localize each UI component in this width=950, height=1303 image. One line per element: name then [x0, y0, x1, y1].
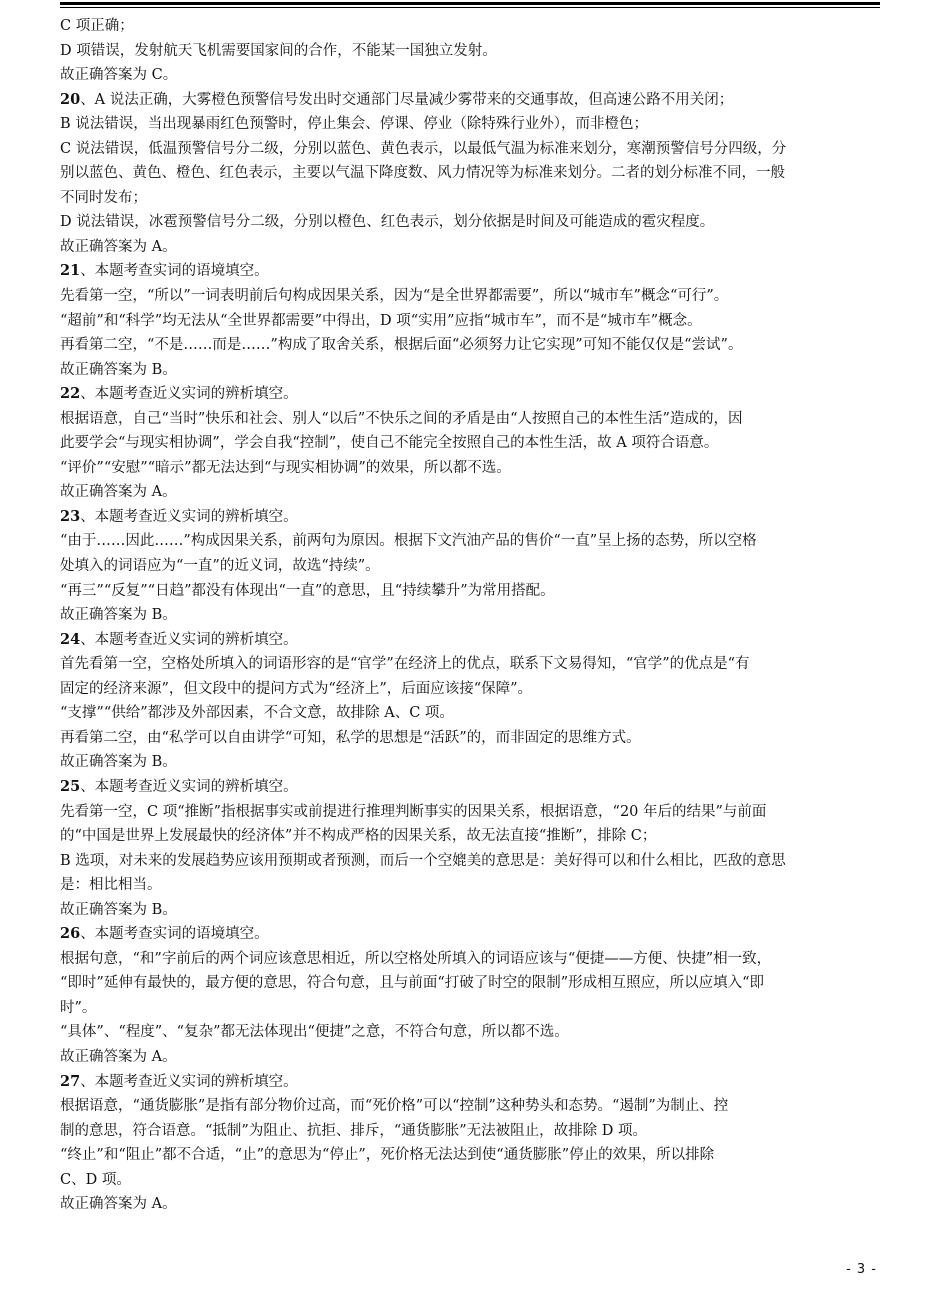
text-line [60, 1020, 890, 1045]
line-text: C 项正确； [60, 18, 134, 34]
line-text: 故正确答案为 C。 [60, 67, 178, 84]
text-line [60, 726, 890, 751]
line-text: 故正确答案为 B。 [60, 754, 177, 771]
line-text: “终止”和“阻止”都不合适，“止”的意思为“停止”，死价格无法达到使“通货膨胀”停止的效果，所以排除 [60, 1147, 715, 1164]
line-text: 、本题考查近义实词的辨析填空。 [80, 508, 298, 525]
text-line [60, 210, 890, 235]
line-text: C 说法错误，低温预警信号分二级，分别以蓝色、黄色表示，以最低气温为标准来划分，寒潮预警信号分四级，分 [60, 140, 787, 157]
line-text: 是：相比相当。 [60, 877, 162, 894]
line-text: 、本题考查近义实词的辨析填空。 [80, 778, 298, 795]
line-text: 处填入的词语应为“一直”的近义词，故选“持续”。 [60, 558, 380, 575]
line-text: 、本题考查近义实词的辨析填空。 [80, 631, 298, 648]
line-text: 故正确答案为 A。 [60, 484, 177, 501]
text-line [60, 971, 890, 996]
header-rule-thick [60, 2, 880, 5]
line-text: “再三”“反复”“日趋”都没有体现出“一直”的意思，且“持续攀升”为常用搭配。 [60, 582, 555, 599]
text-line [60, 947, 890, 972]
text-line [60, 235, 890, 260]
question-number: 22 [60, 385, 81, 403]
line-text: D 说法错误，冰雹预警信号分二级，分别以橙色、红色表示，划分依据是时间及可能造成的雹灾程度。 [60, 214, 715, 231]
text-line [60, 1119, 890, 1144]
text-line [60, 14, 890, 39]
line-text: 首先看第一空，空格处所填入的词语形容的是“官学”在经济上的优点，联系下文易得知，“官学”的优点是“有 [60, 656, 750, 673]
line-text: “评价”“安慰”“暗示”都无法达到“与现实相协调”的效果，所以都不选。 [60, 459, 511, 476]
text-line [60, 88, 890, 113]
line-text: 、本题考查实词的语境填空。 [80, 263, 269, 280]
line-text: 根据句意，“和”字前后的两个词应该意思相近，所以空格处所填入的词语应该与“便捷——方便、快捷”相一致， [60, 950, 772, 967]
text-line [60, 284, 890, 309]
text-line [60, 873, 890, 898]
line-text: 制的意思，符合语意。“抵制”为阻止、抗拒、排斥，“通货膨胀”无法被阻止，故排除 D 项。 [60, 1122, 647, 1139]
question-number: 26 [60, 925, 81, 943]
page-number: - 3 - [846, 1262, 877, 1277]
text-line [60, 849, 890, 874]
text-line [60, 1094, 890, 1119]
text-line [60, 1070, 890, 1095]
text-line [60, 775, 890, 800]
line-text: 别以蓝色、黄色、橙色、红色表示，主要以气温下降度数、风力情况等为标准来划分。二者的划分标准不同，一般 [60, 165, 785, 182]
line-text: 时”。 [60, 999, 97, 1016]
text-line [60, 112, 890, 137]
line-text: 先看第一空，“所以”一词表明前后句构成因果关系，因为“是全世界都需要”，所以“城市车”概念“可行”。 [60, 288, 729, 305]
line-text: 再看第二空，由“私学可以自由讲学“可知，私学的思想是“活跃”的，而非固定的思维方式。 [60, 729, 641, 746]
line-text: 、A 说法正确，大雾橙色预警信号发出时交通部门尽量减少雾带来的交通事故，但高速公路不用关闭； [80, 91, 734, 108]
text-line [60, 358, 890, 383]
question-number: 25 [60, 777, 81, 795]
line-text: 故正确答案为 B。 [60, 607, 177, 624]
line-text: 根据语意，自己“当时”快乐和社会、别人“以后”不快乐之间的矛盾是由“人按照自己的本性生活”造成的，因 [60, 410, 743, 427]
line-text: 故正确答案为 B。 [60, 901, 177, 918]
line-text: 故正确答案为 A。 [60, 1048, 177, 1065]
text-line [60, 480, 890, 505]
question-number: 20 [60, 90, 81, 108]
line-text: 的“中国是世界上发展最快的经济体”并不构成严格的因果关系，故无法直接“推断”，排除 C； [60, 828, 657, 845]
line-text: C、D 项。 [60, 1171, 131, 1188]
text-line [60, 505, 890, 530]
line-text: 先看第一空，C 项“推断”指根据事实或前提进行推理判断事实的因果关系，根据语意，“20 年后的结果”与前面 [60, 803, 767, 820]
text-line [60, 63, 890, 88]
text-line [60, 259, 890, 284]
question-number: 21 [60, 262, 81, 280]
line-text: 故正确答案为 A。 [60, 1196, 177, 1213]
line-text: 此要学会“与现实相协调”，学会自我“控制”，使自己不能完全按照自己的本性生活，故 A 项符合语意。 [60, 435, 719, 452]
line-text: 根据语意，“通货膨胀”是指有部分物价过高，而“死价格”可以“控制”这种势头和态势。“遏制”为制止、控 [60, 1098, 729, 1115]
text-line [60, 407, 890, 432]
text-line [60, 800, 890, 825]
text-line [60, 579, 890, 604]
text-line [60, 431, 890, 456]
line-text: “由于……因此……”构成因果关系，前两句为原因。根据下文汽油产品的售价“一直”呈上扬的态势，所以空格 [60, 533, 757, 550]
text-line [60, 456, 890, 481]
text-line [60, 186, 890, 211]
text-line [60, 137, 890, 162]
line-text: 再看第二空，“不是……而是……”构成了取舍关系，根据后面“必须努力让它实现”可知不能仅仅是“尝试”。 [60, 337, 743, 354]
text-line [60, 309, 890, 334]
line-text: 故正确答案为 A。 [60, 238, 177, 255]
text-line [60, 554, 890, 579]
text-line [60, 603, 890, 628]
line-text: 固定的经济来源”，但文段中的提问方式为“经济上”，后面应该接“保障”。 [60, 680, 533, 697]
line-text: 、本题考查近义实词的辨析填空。 [80, 1073, 298, 1090]
text-line [60, 750, 890, 775]
line-text: 、本题考查近义实词的辨析填空。 [80, 386, 298, 403]
line-text: 、本题考查实词的语境填空。 [80, 926, 269, 943]
line-text: “即时”延伸有最快的，最方便的意思，符合句意，且与前面“打破了时空的限制”形成相互照应，所以应填入“即 [60, 975, 765, 992]
line-text: “具体”、“程度”、“复杂”都无法体现出“便捷”之意，不符合句意，所以都不选。 [60, 1024, 569, 1041]
text-line [60, 529, 890, 554]
text-line [60, 996, 890, 1021]
text-line [60, 1168, 890, 1193]
text-line [60, 1192, 890, 1217]
text-line [60, 652, 890, 677]
text-line [60, 39, 890, 64]
text-line [60, 922, 890, 947]
line-text: “超前”和“科学”均无法从“全世界都需要”中得出，D 项“实用”应指“城市车”，而不是“城市车”概念。 [60, 312, 702, 329]
text-line [60, 1045, 890, 1070]
text-line [60, 677, 890, 702]
text-line [60, 701, 890, 726]
line-text: 不同时发布； [60, 189, 147, 206]
text-line [60, 824, 890, 849]
text-line [60, 898, 890, 923]
question-number: 24 [60, 630, 81, 648]
text-line [60, 333, 890, 358]
line-text: B 选项，对未来的发展趋势应该用预期或者预测，而后一个空媲美的意思是：美好得可以和什么相比，匹敌的意思 [60, 852, 786, 869]
question-number: 27 [60, 1072, 81, 1090]
text-line [60, 628, 890, 653]
answer-explanations-body [60, 14, 890, 1217]
line-text: D 项错误，发射航天飞机需要国家间的合作，不能某一国独立发射。 [60, 42, 497, 59]
header-rule-thin [60, 7, 880, 8]
line-text: 故正确答案为 B。 [60, 361, 177, 378]
text-line [60, 1143, 890, 1168]
line-text: B 说法错误，当出现暴雨红色预警时，停止集会、停课、停业（除特殊行业外），而非橙色； [60, 116, 649, 133]
line-text: “支撑”“供给”都涉及外部因素，不合文意，故排除 A、C 项。 [60, 705, 454, 722]
text-line [60, 161, 890, 186]
text-line [60, 382, 890, 407]
question-number: 23 [60, 507, 81, 525]
